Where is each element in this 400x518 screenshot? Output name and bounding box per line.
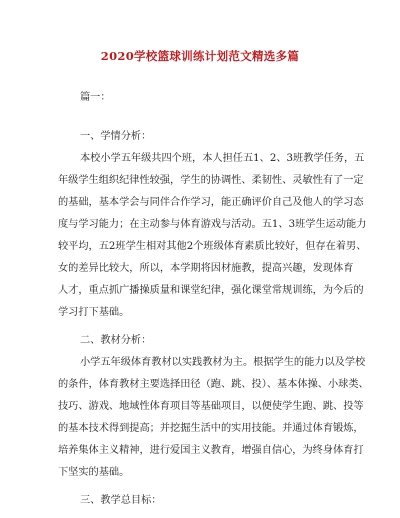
section-label: 篇一： xyxy=(80,92,111,103)
paragraph-line: 小学五年级体育教材以实践教材为主。根据学生的能力以及学校 xyxy=(80,357,366,368)
paragraph-line: 女的差异比较大，所以，本学期将因材施教，提高兴趣，发现体育 xyxy=(58,263,354,274)
paragraph-line: 的基本技术得到提高；并挖掘生活中的实用技能。并通过体育锻炼， xyxy=(58,423,364,434)
paragraph-line: 的条件，体育教材主要选择田径（跑、跳、投）、基本体操、小球类、 xyxy=(58,379,369,390)
paragraph-line: 技巧、游戏、地域性体育项目等基础项目，以便使学生跑、跳、投等 xyxy=(58,401,364,412)
paragraph-line: 较平均，五2班学生相对其他2个班级体育素质比较好，但存在着男、 xyxy=(58,241,367,252)
paragraph-line: 本校小学五年级共四个班，本人担任五1、2、3班教学任务，五 xyxy=(80,153,365,164)
document-title: 2020学校篮球训练计划范文精选多篇 xyxy=(100,49,300,63)
paragraph-line: 培养集体主义精神，进行爱国主义教育，增强自信心，为终身体育打 xyxy=(58,445,364,456)
heading-learning-analysis: 一、学情分析： xyxy=(80,131,152,142)
heading-textbook-analysis: 二、教材分析： xyxy=(80,335,152,346)
paragraph-line: 年级学生组织纪律性较强，学生的协调性、柔韧性、灵敏性有了一定 xyxy=(58,175,364,186)
paragraph-line: 的基础，基本学会与同伴合作学习，能正确评价自己及他人的学习态 xyxy=(58,197,364,208)
paragraph-line: 学习打下基础。 xyxy=(58,307,130,318)
paragraph-line: 人才，重点抓广播操质量和课堂纪律，强化课堂常规训练，为今后的 xyxy=(58,285,364,296)
paragraph-line: 下坚实的基础。 xyxy=(58,467,130,478)
heading-teaching-goals: 三、教学总目标： xyxy=(80,495,162,506)
paragraph-line: 度与学习能力；在主动参与体育游戏与活动。五1、3班学生运动能力 xyxy=(58,219,367,230)
